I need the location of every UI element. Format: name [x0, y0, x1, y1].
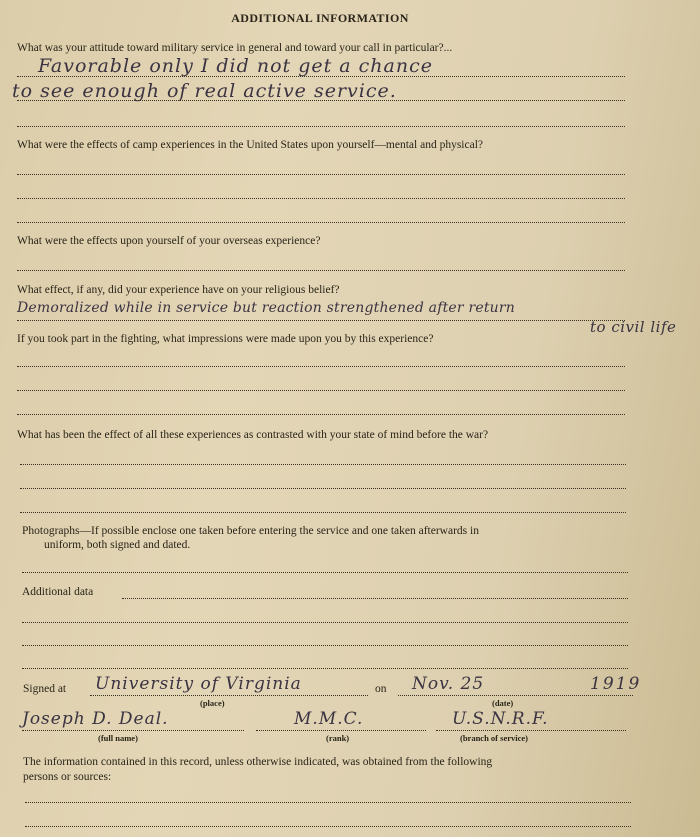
additional-data-label: Additional data [22, 586, 94, 598]
on-label: on [375, 683, 387, 695]
date-caption: (date) [492, 698, 514, 708]
rank-line [256, 730, 426, 731]
info-note-line-2: persons or sources: [23, 771, 112, 783]
answer-line [22, 622, 628, 623]
question-religious: What effect, if any, did your experience have on your religious belief? [17, 284, 340, 296]
date-value: Nov. 25 [412, 674, 485, 694]
answer-religious-line-2: to civil life [590, 318, 677, 336]
answer-line [122, 598, 628, 599]
answer-line [20, 464, 626, 465]
info-note-line-1: The information contained in this record, unless otherwise indicated, was obtained from the following [23, 756, 493, 768]
answer-line [17, 320, 625, 321]
answer-line [20, 512, 626, 513]
question-camp: What were the effects of camp experiences in the United States upon yourself—mental and physical? [17, 139, 484, 151]
answer-line [22, 572, 628, 573]
answer-religious-line-1: Demoralized while in service but reaction strengthened after return [17, 300, 515, 316]
full-name-value: Joseph D. Deal. [22, 709, 169, 729]
date-line [398, 695, 633, 696]
rank-caption: (rank) [326, 733, 350, 743]
form-title: ADDITIONAL INFORMATION [231, 11, 409, 25]
answer-line [20, 488, 626, 489]
year-value: 1919 [590, 674, 642, 694]
question-overseas: What were the effects upon yourself of your overseas experience? [17, 235, 321, 247]
photographs-note-line-2: uniform, both signed and dated. [44, 539, 191, 551]
photographs-note-line-1: Photographs—If possible enclose one taken before entering the service and one taken afterwards in [22, 525, 479, 537]
answer-line [17, 390, 625, 391]
branch-line [436, 730, 626, 731]
answer-line [17, 366, 625, 367]
place-value: University of Virginia [95, 674, 302, 694]
answer-line [17, 198, 625, 199]
answer-line [17, 100, 625, 101]
answer-line [17, 270, 625, 271]
name-line [22, 730, 244, 731]
answer-line [17, 76, 625, 77]
question-attitude: What was your attitude toward military service in general and toward your call in particular?... [17, 42, 453, 54]
answer-line [22, 668, 628, 669]
place-caption: (place) [200, 698, 225, 708]
question-contrast: What has been the effect of all these experiences as contrasted with your state of mind before the war? [17, 429, 489, 441]
answer-line [17, 174, 625, 175]
question-fighting: If you took part in the fighting, what impressions were made upon you by this experience? [17, 333, 434, 345]
answer-attitude-line-2: to see enough of real active service. [12, 80, 397, 102]
place-line [90, 695, 368, 696]
full-name-caption: (full name) [98, 733, 138, 743]
rank-value: M.M.C. [294, 709, 364, 729]
signed-at-label: Signed at [23, 683, 67, 695]
answer-line [25, 826, 631, 827]
answer-line [17, 126, 625, 127]
answer-line [25, 802, 631, 803]
answer-line [17, 222, 625, 223]
answer-line [17, 414, 625, 415]
answer-attitude-line-1: Favorable only I did not get a chance [38, 55, 433, 77]
answer-line [22, 645, 628, 646]
branch-caption: (branch of service) [460, 733, 528, 743]
branch-value: U.S.N.R.F. [452, 709, 549, 729]
